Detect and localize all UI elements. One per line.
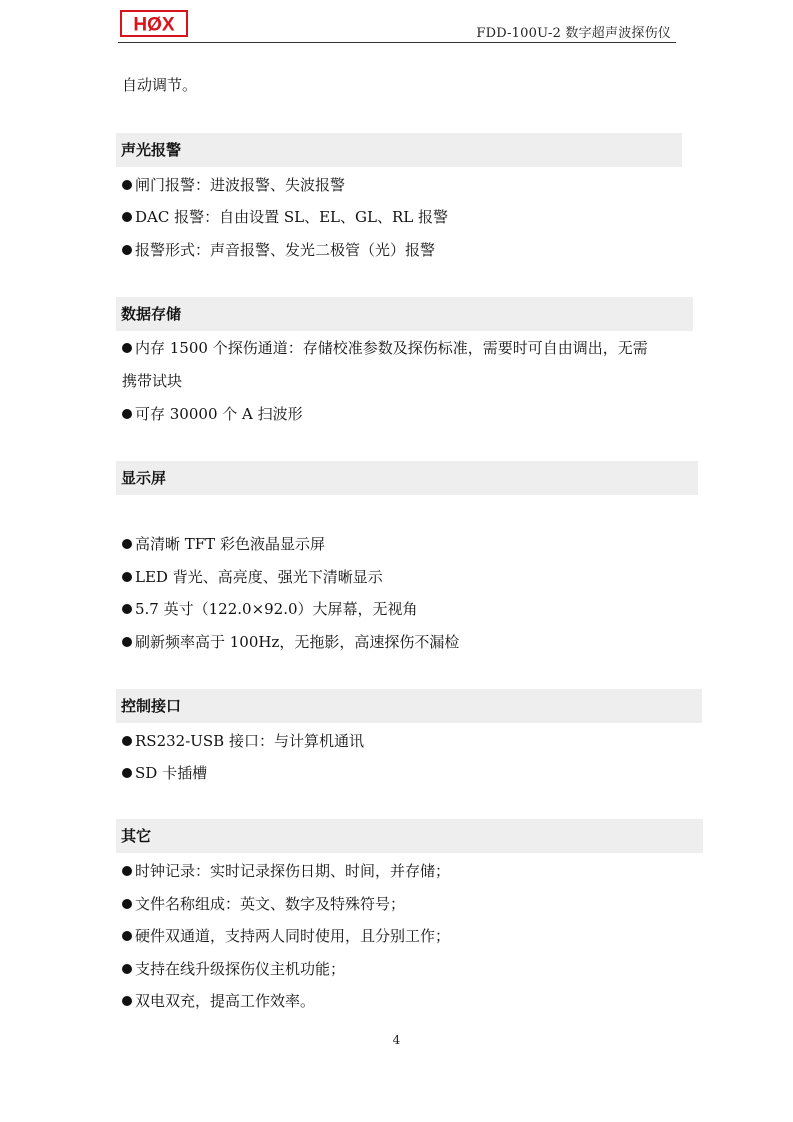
list-item-continuation: 携带试块 [122, 372, 183, 390]
list-item: 可存 30000 个 A 扫波形 [122, 403, 303, 424]
bullet-icon [122, 212, 132, 222]
bullet-icon [122, 866, 132, 876]
section-heading-storage: 数据存储 [116, 297, 693, 331]
list-item: 双电双充，提高工作效率。 [122, 990, 315, 1011]
header-divider [118, 42, 676, 43]
list-item: RS232-USB 接口：与计算机通讯 [122, 730, 364, 751]
bullet-icon [122, 736, 132, 746]
list-item: DAC 报警：自由设置 SL、EL、GL、RL 报警 [122, 206, 448, 227]
list-item: 高清晰 TFT 彩色液晶显示屏 [122, 533, 325, 554]
hox-logo [120, 10, 188, 37]
bullet-icon [122, 409, 132, 419]
section-heading-display: 显示屏 [116, 461, 698, 495]
bullet-icon [122, 343, 132, 353]
section-heading-alarm: 声光报警 [116, 133, 682, 167]
list-item: 闸门报警：进波报警、失波报警 [122, 174, 345, 195]
list-item: 5.7 英寸（122.0×92.0）大屏幕，无视角 [122, 598, 418, 619]
bullet-icon [122, 931, 132, 941]
bullet-icon [122, 604, 132, 614]
list-item: SD 卡插槽 [122, 762, 207, 783]
list-item: 报警形式：声音报警、发光二极管（光）报警 [122, 239, 435, 260]
section-heading-other: 其它 [116, 819, 703, 853]
bullet-icon [122, 572, 132, 582]
list-item: LED 背光、高亮度、强光下清晰显示 [122, 566, 383, 587]
list-item: 内存 1500 个探伤通道：存储校准参数及探伤标准，需要时可自由调出，无需 [122, 337, 648, 358]
list-item: 硬件双通道，支持两人同时使用，且分别工作； [122, 925, 450, 946]
bullet-icon [122, 539, 132, 549]
intro-text: 自动调节。 [122, 76, 198, 94]
page-number: 4 [392, 1033, 401, 1047]
list-item: 刷新频率高于 100Hz，无拖影，高速探伤不漏检 [122, 631, 459, 652]
list-item: 时钟记录：实时记录探伤日期、时间，并存储； [122, 860, 450, 881]
document-header-title: FDD-100U-2 数字超声波探伤仪 [476, 26, 671, 41]
bullet-icon [122, 180, 132, 190]
bullet-icon [122, 245, 132, 255]
svg-text:HØX: HØX [133, 14, 175, 36]
list-item: 文件名称组成：英文、数字及特殊符号； [122, 893, 405, 914]
bullet-icon [122, 964, 132, 974]
section-heading-interface: 控制接口 [116, 689, 702, 723]
bullet-icon [122, 768, 132, 778]
bullet-icon [122, 899, 132, 909]
list-item: 支持在线升级探伤仪主机功能； [122, 958, 345, 979]
bullet-icon [122, 637, 132, 647]
bullet-icon [122, 996, 132, 1006]
